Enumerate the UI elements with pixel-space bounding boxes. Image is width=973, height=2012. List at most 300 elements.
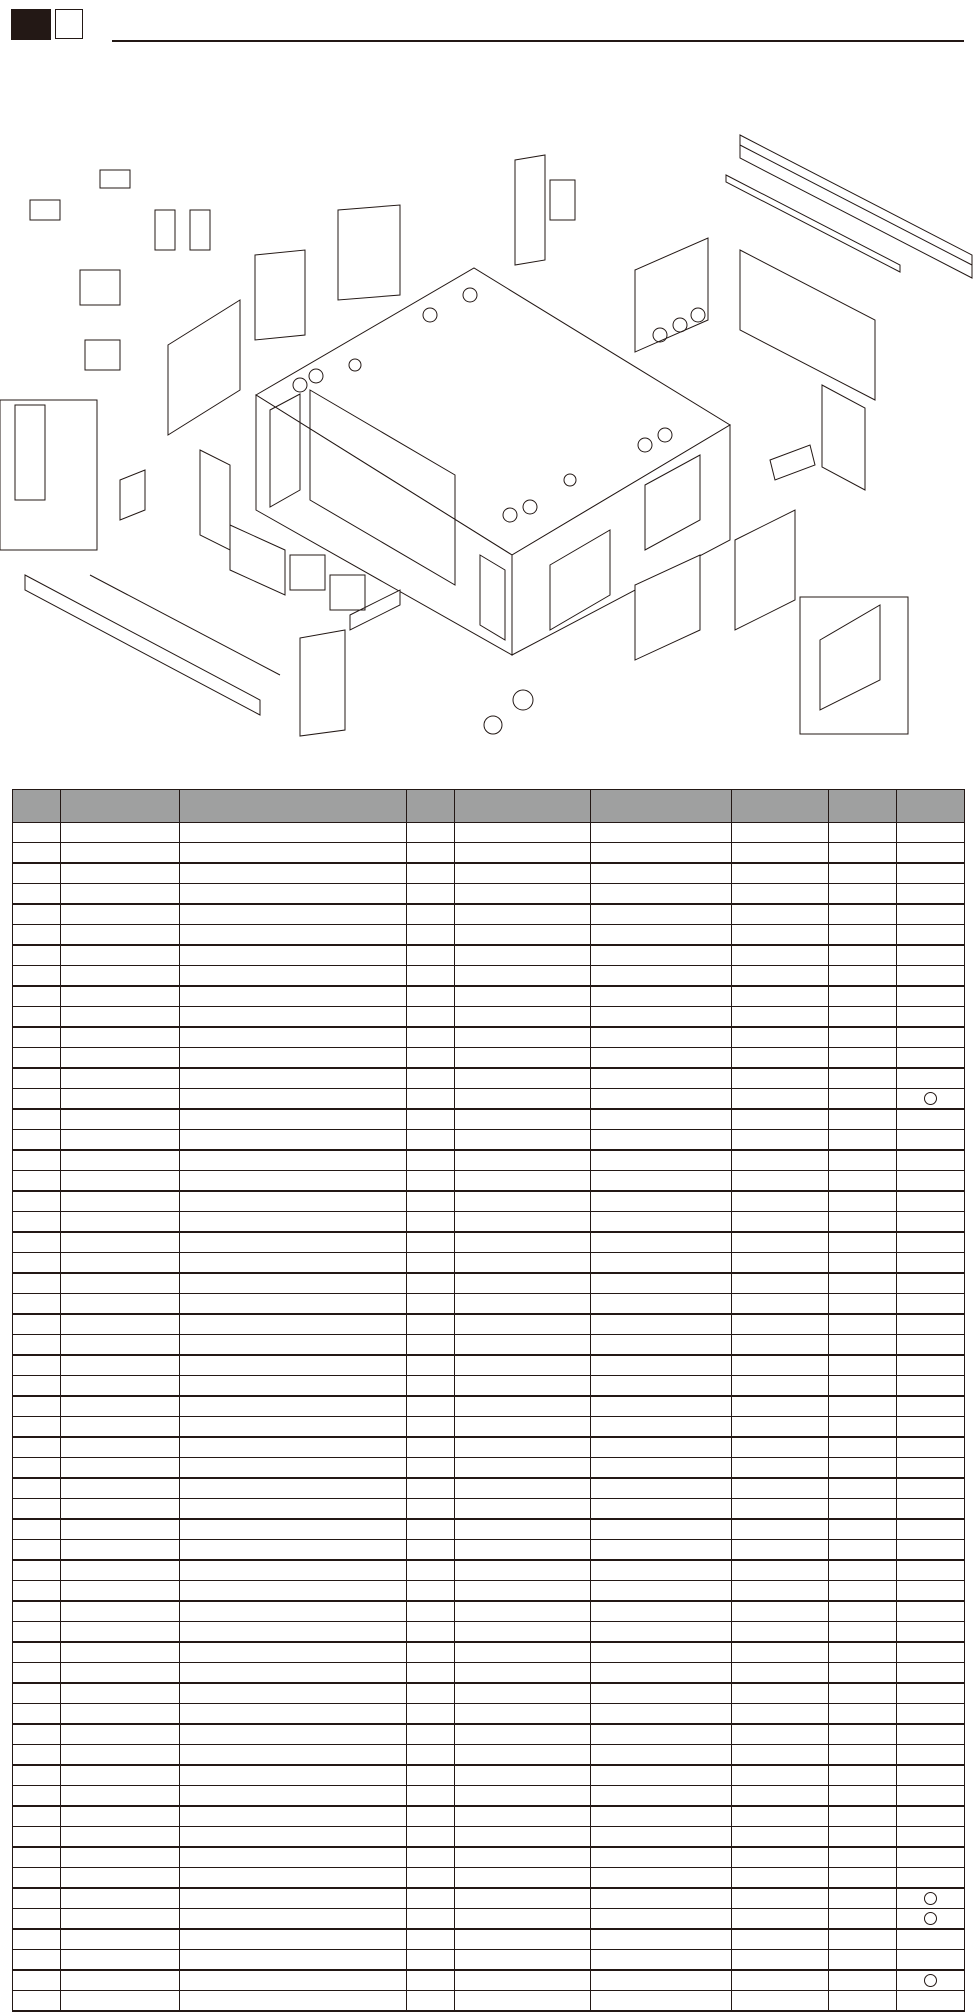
table-row	[13, 1027, 965, 1048]
table-cell	[591, 1109, 732, 1130]
table-cell	[455, 1847, 591, 1868]
table-cell	[897, 1048, 965, 1069]
table-cell	[455, 1581, 591, 1602]
table-cell	[455, 1724, 591, 1745]
table-cell	[455, 1888, 591, 1909]
table-cell	[180, 1007, 407, 1028]
table-cell	[407, 925, 455, 946]
table-cell	[13, 1437, 61, 1458]
table-cell	[61, 1601, 180, 1622]
table-row	[13, 1130, 965, 1151]
table-cell	[732, 1089, 829, 1110]
table-cell	[591, 1068, 732, 1089]
table-cell	[455, 863, 591, 884]
table-row	[13, 966, 965, 987]
table-cell	[829, 1089, 897, 1110]
table-cell	[455, 1294, 591, 1315]
table-cell	[829, 1294, 897, 1315]
table-cell	[13, 1458, 61, 1479]
table-cell	[897, 1847, 965, 1868]
table-row	[13, 1704, 965, 1725]
table-cell	[455, 1130, 591, 1151]
table-cell	[732, 1335, 829, 1356]
table-cell	[591, 1786, 732, 1807]
table-cell	[61, 1765, 180, 1786]
table-cell	[897, 1929, 965, 1950]
table-cell	[61, 1786, 180, 1807]
table-row	[13, 843, 965, 864]
table-cell	[455, 945, 591, 966]
table-cell	[13, 1560, 61, 1581]
table-cell	[732, 1048, 829, 1069]
table-row	[13, 1888, 965, 1909]
table-cell	[180, 1704, 407, 1725]
table-cell	[829, 1376, 897, 1397]
table-row	[13, 1581, 965, 1602]
table-cell	[407, 1909, 455, 1930]
table-cell	[455, 1970, 591, 1991]
table-row	[13, 1171, 965, 1192]
table-cell	[61, 1827, 180, 1848]
table-cell	[61, 823, 180, 843]
table-cell	[591, 1909, 732, 1930]
table-row	[13, 1273, 965, 1294]
table-cell	[732, 1683, 829, 1704]
table-cell	[13, 1007, 61, 1028]
table-cell	[732, 1622, 829, 1643]
table-cell	[455, 1499, 591, 1520]
table-cell	[897, 1294, 965, 1315]
table-cell	[897, 1150, 965, 1171]
table-cell	[13, 904, 61, 925]
table-cell	[407, 1314, 455, 1335]
table-cell	[591, 1130, 732, 1151]
table-cell	[829, 925, 897, 946]
table-cell	[13, 1232, 61, 1253]
table-cell	[897, 1622, 965, 1643]
table-cell	[829, 1581, 897, 1602]
table-cell	[13, 1109, 61, 1130]
table-cell	[732, 1027, 829, 1048]
table-cell	[13, 1581, 61, 1602]
table-cell	[591, 823, 732, 843]
table-cell	[591, 1663, 732, 1684]
table-cell	[829, 1417, 897, 1438]
table-cell	[897, 1745, 965, 1766]
table-cell	[897, 823, 965, 843]
table-cell	[455, 1765, 591, 1786]
table-cell	[829, 1335, 897, 1356]
table-cell	[591, 1929, 732, 1950]
table-cell	[591, 1560, 732, 1581]
table-cell	[897, 1663, 965, 1684]
table-cell	[897, 1786, 965, 1807]
table-cell	[732, 1458, 829, 1479]
table-cell	[180, 1519, 407, 1540]
table-cell	[180, 945, 407, 966]
table-cell	[13, 1622, 61, 1643]
table-cell	[732, 1745, 829, 1766]
table-cell	[591, 1253, 732, 1274]
table-cell	[732, 1294, 829, 1315]
table-cell	[591, 843, 732, 864]
table-cell	[732, 1376, 829, 1397]
table-cell	[829, 823, 897, 843]
table-row	[13, 1970, 965, 1991]
table-cell	[180, 1786, 407, 1807]
table-cell	[180, 1765, 407, 1786]
table-cell	[61, 1007, 180, 1028]
table-cell	[407, 1417, 455, 1438]
table-cell	[13, 1888, 61, 1909]
table-cell	[180, 1499, 407, 1520]
table-cell	[61, 1437, 180, 1458]
table-cell	[13, 1048, 61, 1069]
table-cell	[180, 1827, 407, 1848]
table-row	[13, 904, 965, 925]
table-cell	[407, 986, 455, 1007]
table-row	[13, 1191, 965, 1212]
table-cell	[407, 1048, 455, 1069]
table-cell	[407, 1130, 455, 1151]
table-cell	[829, 1745, 897, 1766]
table-cell	[829, 1109, 897, 1130]
table-cell	[732, 1253, 829, 1274]
table-cell	[13, 1950, 61, 1971]
table-cell	[180, 1027, 407, 1048]
table-cell	[732, 1232, 829, 1253]
table-cell	[455, 904, 591, 925]
table-cell	[829, 1663, 897, 1684]
table-cell	[897, 1642, 965, 1663]
table-cell	[13, 1827, 61, 1848]
table-cell	[407, 1868, 455, 1889]
table-cell	[897, 1478, 965, 1499]
table-cell	[407, 1786, 455, 1807]
table-cell	[897, 1868, 965, 1889]
table-row	[13, 1478, 965, 1499]
table-cell	[897, 904, 965, 925]
table-cell	[732, 843, 829, 864]
table-cell	[407, 904, 455, 925]
table-cell	[829, 1560, 897, 1581]
table-cell	[732, 1888, 829, 1909]
table-cell	[13, 863, 61, 884]
table-cell	[61, 966, 180, 987]
table-row	[13, 863, 965, 884]
table-cell	[829, 1212, 897, 1233]
table-cell	[407, 1724, 455, 1745]
section-tab-outline	[55, 9, 83, 39]
table-cell	[407, 1642, 455, 1663]
table-cell	[732, 884, 829, 905]
table-cell	[732, 1827, 829, 1848]
table-cell	[407, 1335, 455, 1356]
table-cell	[591, 1683, 732, 1704]
table-cell	[732, 1417, 829, 1438]
table-cell	[61, 1273, 180, 1294]
table-cell	[13, 1417, 61, 1438]
table-cell	[455, 1007, 591, 1028]
table-cell	[180, 1376, 407, 1397]
table-cell	[455, 843, 591, 864]
table-cell	[732, 1642, 829, 1663]
table-cell	[897, 1191, 965, 1212]
table-cell	[13, 1540, 61, 1561]
table-cell	[732, 1396, 829, 1417]
table-cell	[455, 1396, 591, 1417]
table-cell	[897, 1314, 965, 1335]
table-cell	[180, 1560, 407, 1581]
table-cell	[455, 1355, 591, 1376]
table-cell	[455, 986, 591, 1007]
table-cell	[829, 1007, 897, 1028]
table-row	[13, 1909, 965, 1930]
header-cell	[591, 790, 732, 823]
table-cell	[829, 1888, 897, 1909]
table-cell	[455, 1663, 591, 1684]
table-cell	[61, 1642, 180, 1663]
table-cell	[180, 1540, 407, 1561]
table-cell	[897, 1253, 965, 1274]
table-cell	[407, 1765, 455, 1786]
table-cell	[180, 1745, 407, 1766]
table-row	[13, 1068, 965, 1089]
table-cell	[732, 1355, 829, 1376]
table-cell	[897, 1335, 965, 1356]
table-cell	[455, 1622, 591, 1643]
table-cell	[455, 1642, 591, 1663]
table-cell	[829, 1437, 897, 1458]
table-cell	[61, 1232, 180, 1253]
table-cell	[13, 1273, 61, 1294]
table-cell	[180, 1171, 407, 1192]
table-cell	[455, 1191, 591, 1212]
table-cell	[180, 1150, 407, 1171]
table-cell	[829, 986, 897, 1007]
table-row	[13, 1417, 965, 1438]
table-cell	[407, 1396, 455, 1417]
table-cell	[897, 1704, 965, 1725]
table-cell	[591, 1376, 732, 1397]
table-cell	[61, 843, 180, 864]
table-cell	[455, 1786, 591, 1807]
table-cell	[180, 1847, 407, 1868]
table-cell	[407, 1827, 455, 1848]
table-cell	[829, 1191, 897, 1212]
table-cell	[455, 884, 591, 905]
table-cell	[829, 1704, 897, 1725]
table-cell	[407, 1376, 455, 1397]
table-cell	[829, 1642, 897, 1663]
table-cell	[591, 904, 732, 925]
table-cell	[829, 1540, 897, 1561]
table-cell	[407, 1273, 455, 1294]
table-cell	[180, 1109, 407, 1130]
header-cell	[61, 790, 180, 823]
table-cell	[455, 823, 591, 843]
table-row	[13, 986, 965, 1007]
table-cell	[897, 1089, 965, 1110]
table-cell	[829, 1396, 897, 1417]
table-cell	[897, 1724, 965, 1745]
table-row	[13, 1232, 965, 1253]
table-cell	[591, 986, 732, 1007]
table-cell	[591, 1417, 732, 1438]
table-cell	[455, 1950, 591, 1971]
table-cell	[407, 1581, 455, 1602]
table-cell	[897, 925, 965, 946]
table-row	[13, 1950, 965, 1971]
table-cell	[591, 945, 732, 966]
table-cell	[13, 1970, 61, 1991]
table-cell	[407, 1437, 455, 1458]
table-cell	[732, 1478, 829, 1499]
table-cell	[591, 1827, 732, 1848]
table-cell	[591, 1950, 732, 1971]
table-cell	[13, 1478, 61, 1499]
table-cell	[455, 925, 591, 946]
table-cell	[61, 1929, 180, 1950]
header-cell	[407, 790, 455, 823]
table-cell	[180, 1950, 407, 1971]
table-cell	[591, 1294, 732, 1315]
table-cell	[732, 1171, 829, 1192]
table-cell	[61, 1663, 180, 1684]
table-cell	[829, 1519, 897, 1540]
table-cell	[180, 1437, 407, 1458]
table-cell	[61, 1212, 180, 1233]
table-cell	[829, 1622, 897, 1643]
table-cell	[180, 1458, 407, 1479]
table-cell	[829, 1048, 897, 1069]
table-cell	[591, 1806, 732, 1827]
table-cell	[591, 1191, 732, 1212]
table-row	[13, 925, 965, 946]
circle-mark-icon	[924, 1092, 937, 1105]
table-cell	[732, 1868, 829, 1889]
table-cell	[591, 1027, 732, 1048]
table-row	[13, 1560, 965, 1581]
table-cell	[61, 1027, 180, 1048]
table-cell	[407, 1745, 455, 1766]
table-cell	[180, 863, 407, 884]
table-cell	[61, 1355, 180, 1376]
table-cell	[180, 1642, 407, 1663]
table-cell	[829, 884, 897, 905]
table-cell	[13, 1929, 61, 1950]
table-cell	[591, 1273, 732, 1294]
table-cell	[732, 1847, 829, 1868]
table-cell	[407, 1150, 455, 1171]
table-cell	[897, 1888, 965, 1909]
table-cell	[455, 1827, 591, 1848]
table-cell	[897, 884, 965, 905]
table-cell	[61, 1478, 180, 1499]
table-cell	[829, 1929, 897, 1950]
table-cell	[13, 1150, 61, 1171]
table-cell	[61, 1417, 180, 1438]
table-cell	[829, 1314, 897, 1335]
table-cell	[180, 1130, 407, 1151]
circle-mark-icon	[924, 1974, 937, 1987]
table-cell	[897, 1970, 965, 1991]
table-row	[13, 1253, 965, 1274]
header-cell	[13, 790, 61, 823]
table-cell	[829, 1478, 897, 1499]
table-cell	[732, 1663, 829, 1684]
table-cell	[407, 884, 455, 905]
table-cell	[829, 945, 897, 966]
table-cell	[732, 1007, 829, 1028]
table-cell	[732, 1704, 829, 1725]
table-cell	[61, 1499, 180, 1520]
table-cell	[732, 1929, 829, 1950]
table-cell	[897, 1827, 965, 1848]
table-cell	[61, 1130, 180, 1151]
table-cell	[180, 1212, 407, 1233]
table-cell	[897, 1007, 965, 1028]
table-cell	[829, 1950, 897, 1971]
table-cell	[732, 1130, 829, 1151]
header-cell	[829, 790, 897, 823]
table-cell	[455, 1417, 591, 1438]
table-cell	[180, 1663, 407, 1684]
table-cell	[61, 863, 180, 884]
table-cell	[13, 1253, 61, 1274]
table-cell	[180, 1478, 407, 1499]
table-cell	[13, 1191, 61, 1212]
table-cell	[897, 1396, 965, 1417]
table-cell	[732, 1273, 829, 1294]
table-cell	[407, 1970, 455, 1991]
table-cell	[407, 1089, 455, 1110]
table-cell	[732, 1314, 829, 1335]
table-cell	[829, 1499, 897, 1520]
table-row	[13, 1109, 965, 1130]
table-row	[13, 1294, 965, 1315]
exploded-parts-diagram	[0, 60, 973, 750]
table-cell	[61, 925, 180, 946]
table-cell	[591, 1478, 732, 1499]
table-cell	[180, 1724, 407, 1745]
table-cell	[455, 1909, 591, 1930]
table-cell	[407, 1888, 455, 1909]
table-cell	[13, 1519, 61, 1540]
table-row	[13, 1929, 965, 1950]
table-cell	[455, 1150, 591, 1171]
table-cell	[61, 1724, 180, 1745]
table-cell	[591, 1171, 732, 1192]
table-cell	[13, 1396, 61, 1417]
table-cell	[591, 1355, 732, 1376]
table-cell	[829, 1171, 897, 1192]
table-cell	[61, 1253, 180, 1274]
table-cell	[591, 1724, 732, 1745]
table-cell	[407, 1683, 455, 1704]
table-cell	[455, 1314, 591, 1335]
table-row	[13, 1089, 965, 1110]
table-cell	[732, 1540, 829, 1561]
table-row	[13, 1499, 965, 1520]
table-cell	[897, 1027, 965, 1048]
table-cell	[591, 1458, 732, 1479]
table-cell	[829, 1847, 897, 1868]
table-cell	[732, 1581, 829, 1602]
table-cell	[591, 1745, 732, 1766]
table-cell	[61, 1109, 180, 1130]
table-cell	[897, 1068, 965, 1089]
